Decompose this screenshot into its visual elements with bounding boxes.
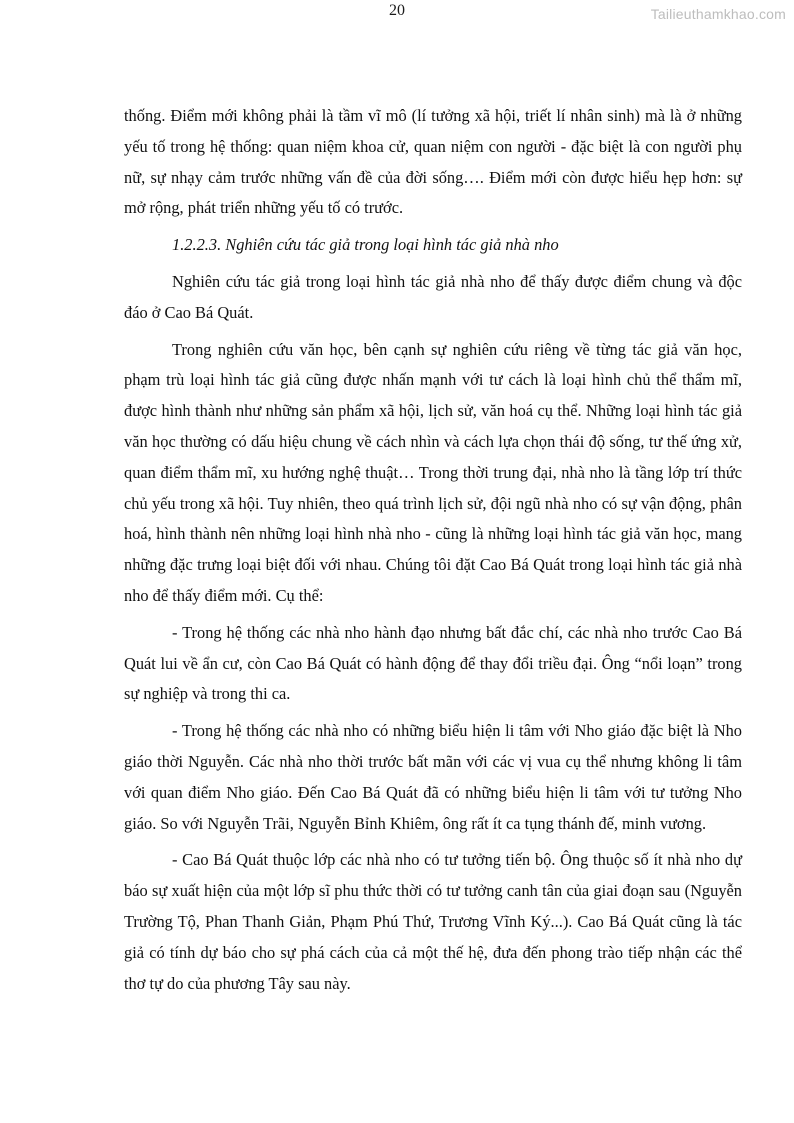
- page-number: 20: [389, 2, 405, 19]
- paragraph-continuation: thống. Điểm mới không phải là tầm vĩ mô (lí tưởng xã hội, triết lí nhân sinh) mà là ở những yếu tố trong hệ thống: quan niệm khoa cử, quan niệm con người - đặc biệt là con người phụ nữ, sự nhạy cảm trước những vấn đề của đời sống…. Điểm mới còn được hiểu hẹp hơn: sự mở rộng, phát triển những yếu tố có trước.: [124, 106, 742, 218]
- list-item-paragraph: - Trong hệ thống các nhà nho hành đạo nhưng bất đắc chí, các nhà nho trước Cao Bá Quát lui về ẩn cư, còn Cao Bá Quát có hành động để thay đổi triều đại. Ông “nổi loạn” trong sự nghiệp và trong thi ca.: [124, 622, 742, 704]
- document-body: [124, 101, 742, 1005]
- list-item-paragraph: - Cao Bá Quát thuộc lớp các nhà nho có tư tưởng tiến bộ. Ông thuộc số ít nhà nho dự báo sự xuất hiện của một lớp sĩ phu thức thời có tư tưởng canh tân của giai đoạn sau (Nguyễn Trường Tộ, Phan Thanh Giản, Phạm Phú Thứ, Trương Vĩnh Ký...). Cao Bá Quát cũng là tác giả có tính dự báo cho sự phá cách của cả một thế hệ, đưa đến phong trào tiếp nhận các thể thơ tự do của phương Tây sau này.: [124, 850, 742, 993]
- watermark: Tailieuthamkhao.com: [650, 6, 786, 22]
- list-item-paragraph: - Trong hệ thống các nhà nho có những biểu hiện li tâm với Nho giáo đặc biệt là Nho giáo thời Nguyễn. Các nhà nho thời trước bất mãn với các vị vua cụ thể nhưng không li tâm với quan điểm Nho giáo. Đến Cao Bá Quát đã có những biểu hiện li tâm với tư tưởng Nho giáo. So với Nguyễn Trãi, Nguyễn Bỉnh Khiêm, ông rất ít ca tụng thánh đế, minh vương.: [124, 721, 742, 833]
- paragraph: Nghiên cứu tác giả trong loại hình tác giả nhà nho để thấy được điểm chung và độc đáo ở Cao Bá Quát.: [124, 271, 742, 322]
- paragraph: Trong nghiên cứu văn học, bên cạnh sự nghiên cứu riêng về từng tác giả văn học, phạm trù loại hình tác giả cũng được nhấn mạnh với tư cách là loại hình chủ thể thẩm mĩ, được hình thành như những sản phẩm xã hội, lịch sử, văn hoá cụ thể. Những loại hình tác giả văn học thường có dấu hiệu chung về cách nhìn và cách lựa chọn thái độ sống, tư thế ứng xử, quan điểm thẩm mĩ, xu hướng nghệ thuật… Trong thời trung đại, nhà nho là tầng lớp trí thức chủ yếu trong xã hội. Tuy nhiên, theo quá trình lịch sử, đội ngũ nhà nho có sự vận động, phân hoá, hình thành nên những loại hình nhà nho - cũng là những loại hình tác giả văn học, mang những đặc trưng loại biệt đối với nhau. Chúng tôi đặt Cao Bá Quát trong loại hình tác giả nhà nho để thấy điểm mới. Cụ thể:: [124, 339, 742, 605]
- section-heading: 1.2.2.3. Nghiên cứu tác giả trong loại hình tác giả nhà nho: [172, 235, 559, 255]
